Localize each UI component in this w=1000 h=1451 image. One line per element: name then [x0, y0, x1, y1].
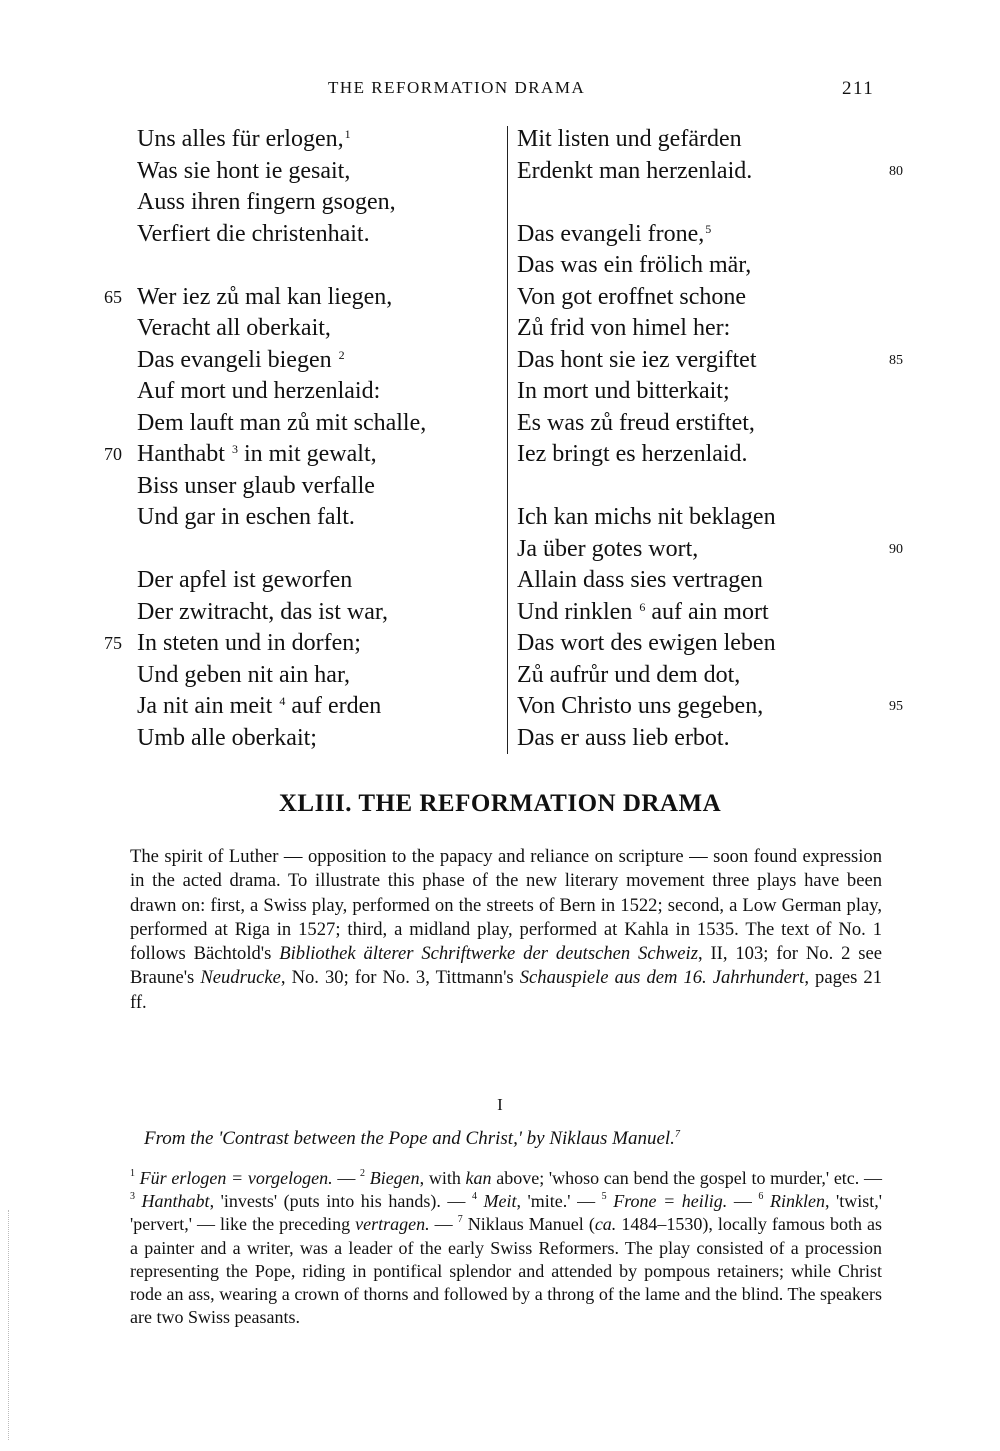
verse-text: Dem lauft man zů mit schalle,	[137, 409, 427, 436]
verse-text: Verfiert die christenhait.	[137, 220, 370, 247]
footnote-ref: 5	[705, 221, 712, 236]
verse-line	[517, 691, 907, 723]
verse-text: Das evangeli biegen	[137, 346, 338, 373]
verse-line	[517, 313, 907, 345]
verse-text: Wer iez zů mal kan liegen,	[137, 283, 393, 310]
text-run: The spirit of Luther — opposition to the papacy and reliance on scripture — soon found expression in the acted drama. To illustrate this phase of the new literary movement three plays have been drawn on: first, a Swiss play, performed on the streets of Bern in 1522; second, a Low German play, performed at Riga in 1527; third, a midland play, performed at Kahla in 1535. The text of No. 1 follows Bächtold's	[130, 846, 882, 965]
verse-line	[137, 156, 507, 188]
verse-line	[517, 439, 907, 471]
footnote-text: vertragen.	[355, 1214, 430, 1235]
verse-text: Der zwitracht, das ist war,	[137, 598, 388, 625]
text-run: , II, 103; for No. 2 see Braune's	[130, 943, 883, 989]
verse-line	[104, 282, 507, 314]
verse-line	[517, 187, 907, 219]
verse-line	[137, 534, 507, 566]
verse-line	[137, 471, 507, 503]
italic-title: Neudrucke	[200, 967, 281, 989]
verse-line	[517, 345, 907, 377]
section-title: XLIII. THE REFORMATION DRAMA	[278, 790, 722, 817]
verse-column-left	[104, 124, 507, 754]
verse-text: Umb alle oberkait;	[137, 724, 317, 751]
verse-text: Das wort des ewigen leben	[517, 630, 776, 656]
footnote-text: Biegen	[365, 1168, 420, 1188]
verse-line	[517, 124, 907, 156]
verse-line	[137, 313, 507, 345]
footnote-text: —	[727, 1191, 759, 1212]
italic-title: Schauspiele aus dem 16. Jahrhundert	[519, 967, 805, 989]
verse-line	[517, 408, 907, 440]
line-number: 75	[104, 633, 122, 653]
verse-text: Iez bringt es herzenlaid.	[517, 441, 748, 467]
footnote-text: kan	[465, 1168, 492, 1188]
verse-text: Allain dass sies vertragen	[517, 567, 763, 593]
verse-text: Erdenkt man herzenlaid.	[517, 157, 753, 184]
verse-text: Das evangeli frone,	[517, 220, 705, 247]
verse-line	[137, 187, 507, 219]
footnote-text: —	[429, 1214, 458, 1235]
verse-text: Und geben nit ain har,	[137, 661, 350, 688]
verse-line	[137, 660, 507, 692]
footnote-ref: 2	[338, 347, 345, 362]
footnote-number: 1	[130, 1168, 135, 1179]
verse-line	[137, 723, 507, 755]
verse-line	[517, 502, 907, 534]
verse-line	[517, 565, 907, 597]
footnotes	[130, 1167, 882, 1329]
verse-text: Ja nit ain meit	[137, 693, 279, 719]
verse-text: Uns alles für erlogen,	[137, 126, 344, 152]
footnote-text: Niklaus Manuel (	[462, 1214, 595, 1235]
footnote-text: Für erlogen = vorgelogen.	[135, 1168, 333, 1188]
verse-line	[517, 597, 907, 629]
verse-line	[137, 502, 507, 534]
footnote-text: 1484–1530), locally famous both as a painter and a writer, was a leader of the early Swiss Reformers. The play consisted of a procession representing the Pope, riding in pontifical splendor and attended by pompous retainers; while Christ rode an ass, wearing a crown of thorns and followed by a throng of the lame and the blind. The speakers are two Swiss peasants.	[130, 1214, 882, 1328]
source-text: From the 'Contrast between the Pope and Christ,' by Niklaus Manuel.	[144, 1128, 675, 1149]
verse-text: Biss unser glaub verfalle	[137, 472, 375, 499]
verse-line	[137, 250, 507, 282]
italic-title: Bibliothek älterer Schriftwerke der deutschen Schweiz	[279, 943, 698, 965]
verse-line	[104, 628, 507, 660]
verse-line	[517, 376, 907, 408]
verse-line	[517, 660, 907, 692]
verse-text: Zů aufrůr und dem dot,	[517, 661, 741, 688]
footnote-text: Meit	[476, 1191, 517, 1212]
verse-line	[517, 219, 907, 251]
footnote-text: ca.	[594, 1214, 617, 1235]
footnote-ref: 3	[231, 442, 238, 456]
line-number: 80	[889, 163, 903, 179]
footnote-text: Frone = heilig.	[606, 1191, 728, 1212]
verse-text: Ja über gotes wort,	[517, 535, 699, 562]
verse-text: Auf mort und herzenlaid:	[137, 378, 381, 404]
verse-text: Von Christo uns gegeben,	[517, 693, 764, 719]
verse-column-right	[517, 124, 907, 754]
footnote-number: 4	[471, 1191, 477, 1203]
verse-text: In mort und bitterkait;	[517, 378, 730, 404]
verse-line	[517, 156, 907, 188]
verse-text: Und gar in eschen falt.	[137, 504, 355, 530]
verse-line	[137, 597, 507, 629]
footnote-ref: 4	[279, 694, 286, 708]
verse-line	[137, 565, 507, 597]
margin-mark	[8, 1210, 10, 1440]
verse-text: Was sie hont ie gesait,	[137, 157, 351, 184]
line-number: 70	[104, 444, 122, 464]
source-line	[144, 1128, 680, 1150]
verse-text: Das er auss lieb erbot.	[517, 724, 730, 751]
verse-line	[517, 250, 907, 282]
footnote-text: Hanthabt	[135, 1191, 210, 1212]
line-number: 90	[889, 541, 903, 557]
verse-text: Veracht all oberkait,	[137, 315, 331, 341]
text-run: , pages 21 ff.	[130, 967, 883, 1013]
footnote-text: —	[332, 1168, 361, 1188]
verse-line	[517, 723, 907, 755]
verse-text: Das hont sie iez vergiftet	[517, 346, 757, 373]
footnote-ref: 1	[344, 127, 351, 141]
verse-text: Mit listen und gefärden	[517, 126, 742, 152]
verse-line	[104, 439, 507, 471]
footnote-text: above; 'whoso can bend the gospel to murder,' etc. —	[491, 1168, 882, 1188]
verse-line	[517, 628, 907, 660]
verse-text-cont: auf ain mort	[645, 598, 769, 625]
verse-text: Das was ein frölich mär,	[517, 252, 752, 278]
verse-line	[137, 408, 507, 440]
footnote-text: , 'twist,' 'pervert,' — like the preceding	[130, 1191, 883, 1235]
verse-text: Ich kan michs nit beklagen	[517, 504, 776, 530]
line-number: 65	[104, 286, 122, 307]
footnote-number: 2	[360, 1168, 366, 1179]
footnote-ref: 7	[674, 1129, 680, 1140]
running-title: THE REFORMATION DRAMA	[328, 78, 586, 97]
verse-text: Auss ihren fingern gsogen,	[137, 189, 396, 215]
verse-line	[137, 691, 507, 723]
line-number: 85	[889, 352, 903, 368]
footnote-number: 6	[758, 1191, 764, 1203]
verse-line	[137, 376, 507, 408]
footnote-text: , 'mite.' —	[516, 1191, 602, 1212]
verse-line	[517, 534, 907, 566]
footnote-number: 3	[130, 1191, 135, 1203]
footnote-number: 7	[457, 1214, 463, 1226]
footnote-number: 5	[601, 1191, 607, 1203]
verse-line	[137, 124, 507, 156]
verse-text: Es was zů freud erstiftet,	[517, 409, 755, 436]
verse-line	[137, 219, 507, 251]
verse-text-cont: in mit gewalt,	[237, 441, 377, 467]
verse-line	[517, 282, 907, 314]
verse-text: Von got eroffnet schone	[517, 283, 747, 310]
column-divider	[507, 126, 508, 754]
verse-line	[137, 345, 507, 377]
footnote-text: , with	[419, 1168, 466, 1188]
page-number: 211	[842, 78, 875, 99]
intro-paragraph	[130, 845, 882, 1015]
verse-text-cont: auf erden	[285, 693, 382, 719]
text-run: , No. 30; for No. 3, Tittmann's	[280, 967, 520, 989]
verse-text: Der apfel ist geworfen	[137, 567, 353, 593]
verse-text: In steten und in dorfen;	[137, 630, 361, 656]
verse-line	[517, 471, 907, 503]
section-number: I	[497, 1095, 503, 1114]
footnote-text: Rinklen	[763, 1191, 825, 1212]
footnote-ref: 6	[639, 599, 646, 614]
footnote-text: , 'invests' (puts into his hands). —	[209, 1191, 472, 1212]
verse-text: Und rinklen	[517, 598, 639, 625]
verse-text: Hanthabt	[137, 441, 231, 467]
line-number: 95	[889, 699, 903, 714]
verse-text: Zů frid von himel her:	[517, 315, 731, 341]
